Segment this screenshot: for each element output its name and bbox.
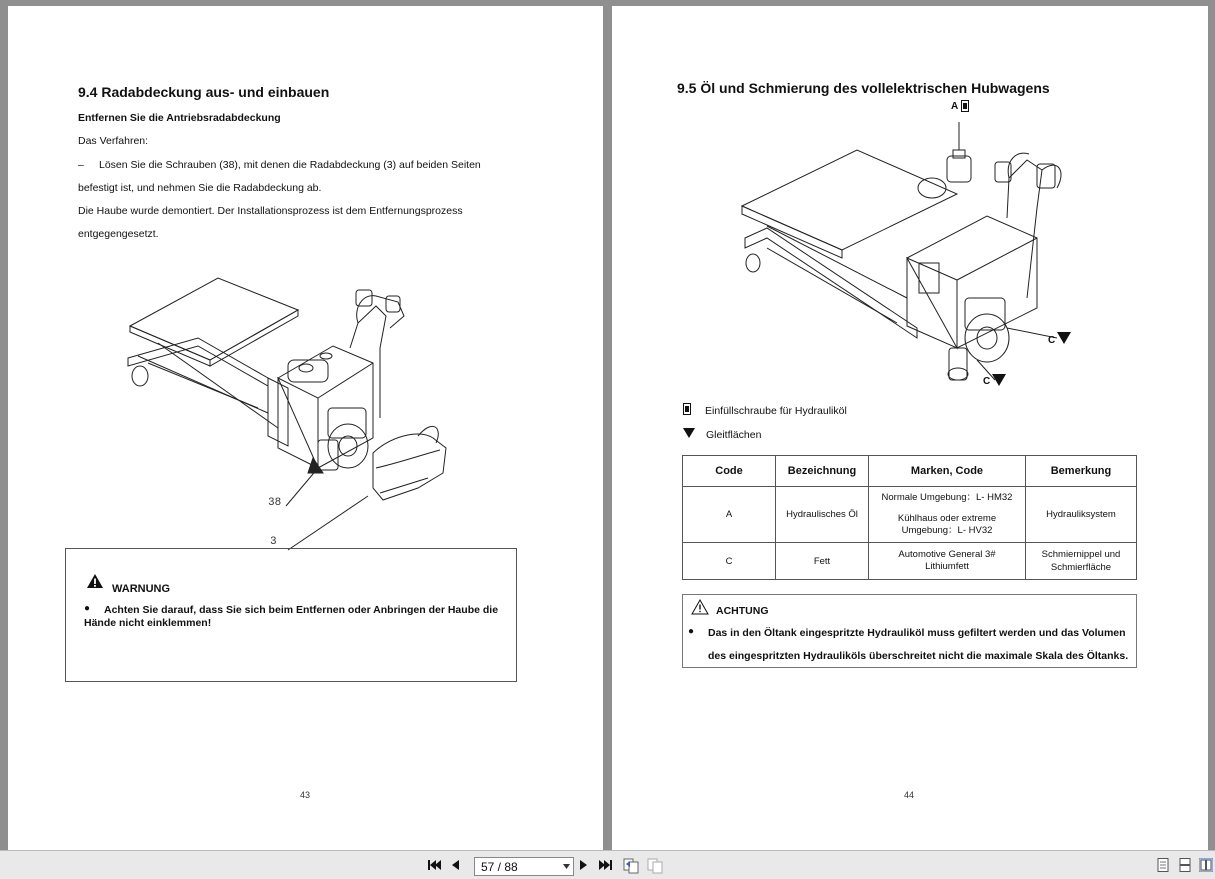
page-number-input[interactable] — [474, 857, 574, 876]
callout-c-2: C — [983, 376, 991, 387]
header-bezeichnung: Bezeichnung — [776, 456, 869, 487]
page-heading: 9.5 Öl und Schmierung des vollelektrischen Hubwagens — [677, 80, 1050, 96]
cell-code: C — [683, 543, 776, 580]
cell-brand — [869, 543, 1026, 580]
cell-note-line: Schmiernippel und — [1041, 549, 1121, 560]
cell-brand-line: Automotive General 3# — [898, 549, 996, 560]
slide-surface-triangle-icon — [1057, 332, 1071, 344]
table-row — [683, 487, 1137, 543]
cell-code: A — [683, 487, 776, 543]
lubrication-points-illustration — [737, 98, 1082, 393]
legend-slide-surfaces: Gleitflächen — [706, 429, 762, 441]
cell-brand — [869, 487, 1026, 543]
callout-a: A — [951, 101, 959, 112]
first-page-icon[interactable] — [426, 851, 442, 879]
warning-title: WARNUNG — [112, 583, 171, 595]
warning-text-line-1: Achten Sie darauf, dass Sie sich beim Entfernen oder Anbringen der Haube die — [104, 604, 499, 616]
triangle-down-icon — [683, 428, 695, 438]
caution-box — [682, 594, 1137, 668]
caution-text-line-1: Das in den Öltank eingespritzte Hydrauliköl muss gefiltert werden und das Volumen — [708, 627, 1126, 639]
warning-bullet: ● — [84, 603, 91, 614]
cell-brand-line: Umgebung：L- HV32 — [901, 525, 993, 536]
header-bemerkung: Bemerkung — [1026, 456, 1137, 487]
cell-brand-line: Kühlhaus oder extreme — [897, 513, 997, 524]
warning-box — [65, 548, 517, 682]
paragraph-line-1: Die Haube wurde demontiert. Der Installationsprozess ist dem Entfernungsprozess — [78, 205, 463, 217]
cell-note-line: Schmierfläche — [1050, 562, 1112, 573]
paragraph-line-2: entgegengesetzt. — [78, 228, 159, 240]
two-page-view-icon[interactable] — [1199, 858, 1213, 872]
step-text-line-2: befestigt ist, und nehmen Sie die Radabdeckung ab. — [78, 182, 322, 194]
table-header-row — [683, 456, 1137, 487]
previous-page-icon[interactable] — [448, 851, 462, 879]
right-page — [612, 6, 1208, 850]
caution-bullet: ● — [688, 626, 695, 637]
single-page-view-icon[interactable] — [1157, 858, 1169, 872]
wheel-cover-illustration — [118, 268, 458, 553]
cell-note: Hydrauliksystem — [1026, 487, 1137, 543]
step-dash: – — [78, 159, 84, 171]
page-number: 43 — [300, 790, 311, 800]
left-page — [8, 6, 603, 850]
page-indicator: 57 / 88 — [481, 859, 518, 874]
warning-triangle-icon — [86, 573, 104, 589]
page-heading: 9.4 Radabdeckung aus- und einbauen — [78, 84, 330, 100]
callout-38: 38 — [268, 497, 282, 509]
continuous-view-icon[interactable] — [1179, 858, 1191, 872]
last-page-icon[interactable] — [598, 851, 614, 879]
cell-name: Hydraulisches Öl — [776, 487, 869, 543]
previous-view-icon[interactable] — [622, 851, 640, 879]
next-view-icon[interactable] — [646, 851, 664, 879]
step-text-line-1: Lösen Sie die Schrauben (38), mit denen die Radabdeckung (3) auf beiden Seiten — [99, 159, 481, 171]
table-row — [683, 543, 1137, 580]
filler-screw-icon — [683, 403, 691, 415]
header-marken-code: Marken, Code — [869, 456, 1026, 487]
warning-text-line-2: Hände nicht einklemmen! — [84, 617, 212, 629]
lubricant-table — [682, 455, 1137, 580]
legend-filler-screw: Einfüllschraube für Hydrauliköl — [705, 405, 847, 417]
chevron-down-icon[interactable] — [563, 864, 570, 869]
header-code: Code — [683, 456, 776, 487]
callout-c-1: C — [1048, 335, 1056, 346]
next-page-icon[interactable] — [577, 851, 591, 879]
intro-text: Das Verfahren: — [78, 135, 149, 147]
caution-text-line-2: des eingespritzten Hydrauliköls überschreitet nicht die maximale Skala des Öltanks. — [708, 650, 1129, 662]
callout-3: 3 — [270, 536, 277, 548]
cell-brand-line: Lithiumfett — [925, 561, 969, 572]
section-subheading: Entfernen Sie die Antriebsradabdeckung — [78, 112, 281, 124]
filler-screw-icon — [961, 100, 969, 112]
slide-surface-triangle-icon — [992, 374, 1006, 386]
caution-title: ACHTUNG — [716, 605, 769, 617]
caution-triangle-icon — [691, 599, 709, 615]
cell-brand-line: Normale Umgebung：L- HM32 — [881, 492, 1013, 503]
cell-name: Fett — [776, 543, 869, 580]
viewer-toolbar — [0, 850, 1215, 879]
page-number: 44 — [904, 790, 915, 800]
cell-note — [1026, 543, 1137, 580]
